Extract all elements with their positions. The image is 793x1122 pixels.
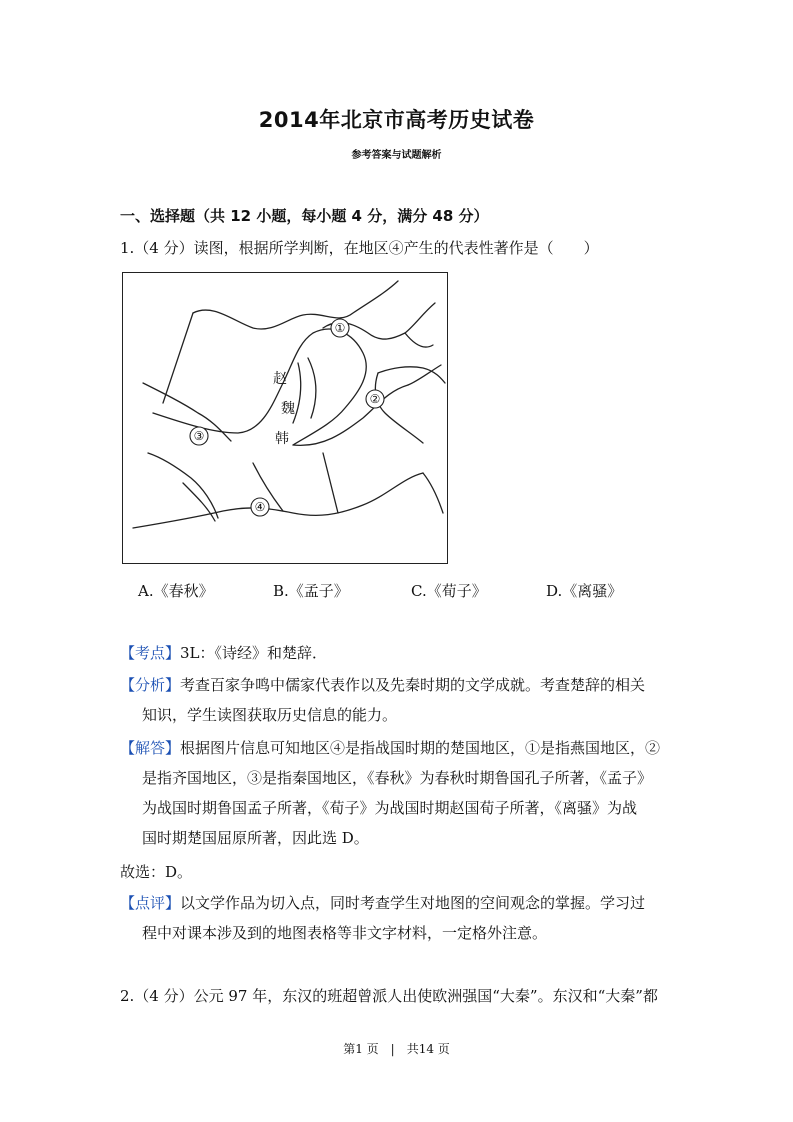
document-subtitle: 参考答案与试题解析 [351, 150, 442, 161]
fenxi-block [120, 670, 680, 730]
page-footer: 第1 页 | 共14 页 [343, 1042, 450, 1056]
option-c: C.《荀子》 [411, 582, 487, 600]
option-a: A.《春秋》 [138, 582, 214, 600]
option-d: D.《离骚》 [546, 582, 623, 600]
jieda-line-1: 根据图片信息可知地区④是指战国时期的楚国地区，①是指燕国地区，② [180, 739, 661, 757]
option-b: B.《孟子》 [273, 582, 349, 600]
northern-boundary [193, 281, 398, 329]
marker-1-label: ① [334, 321, 346, 335]
kaodian-tag: 【考点】 [120, 644, 181, 662]
document-title: 2014年北京市高考历史试卷 [258, 108, 535, 132]
fenxi-line-1: 考查百家争鸣中儒家代表作以及先秦时期的文学成就。考查楚辞的相关 [180, 676, 646, 694]
kaodian-text: 3L：《诗经》和楚辞． [180, 644, 328, 662]
fenxi-line-2: 知识，学生读图获取历史信息的能力。 [142, 706, 398, 724]
map-label-han: 韩 [275, 431, 289, 447]
dianping-tag: 【点评】 [120, 894, 181, 912]
dianping-line-2: 程中对课本涉及到的地图表格等非文字材料，一定格外注意。 [142, 924, 548, 942]
kaodian-block [120, 638, 680, 668]
yangtze-river [133, 473, 423, 528]
answer-line: 故选：D。 [120, 863, 193, 881]
jieda-line-3: 为战国时期鲁国孟子所著，《荀子》为战国时期赵国荀子所著，《离骚》为战 [142, 799, 638, 817]
map-drawing [123, 273, 447, 563]
jieda-line-2: 是指齐国地区，③是指秦国地区，《春秋》为春秋时期鲁国孔子所著，《孟子》 [142, 769, 653, 787]
question-2-stem: 2.（4 分）公元 97 年，东汉的班超曾派人出使欧洲强国“大秦”。东汉和“大秦”都 [120, 987, 658, 1005]
map-label-zhao: 赵 [273, 371, 287, 387]
warring-states-map [122, 272, 448, 564]
yellow-river [153, 329, 366, 445]
jieda-line-4: 国时期楚国屈原所著，因此选 D。 [142, 829, 369, 847]
section-heading: 一、选择题（共 12 小题，每小题 4 分，满分 48 分） [120, 207, 489, 225]
marker-2-label: ② [369, 392, 381, 406]
dianping-block [120, 888, 680, 948]
map-label-wei: 魏 [281, 401, 295, 417]
jieda-tag: 【解答】 [120, 739, 181, 757]
marker-3-label: ③ [193, 429, 205, 443]
fenxi-tag: 【分析】 [120, 676, 181, 694]
marker-4-label: ④ [254, 500, 266, 514]
jieda-block [120, 733, 680, 853]
question-1-stem: 1.（4 分）读图，根据所学判断，在地区④产生的代表性著作是（ ） [120, 239, 599, 257]
dianping-line-1: 以文学作品为切入点，同时考查学生对地图的空间观念的掌握。学习过 [180, 894, 646, 912]
